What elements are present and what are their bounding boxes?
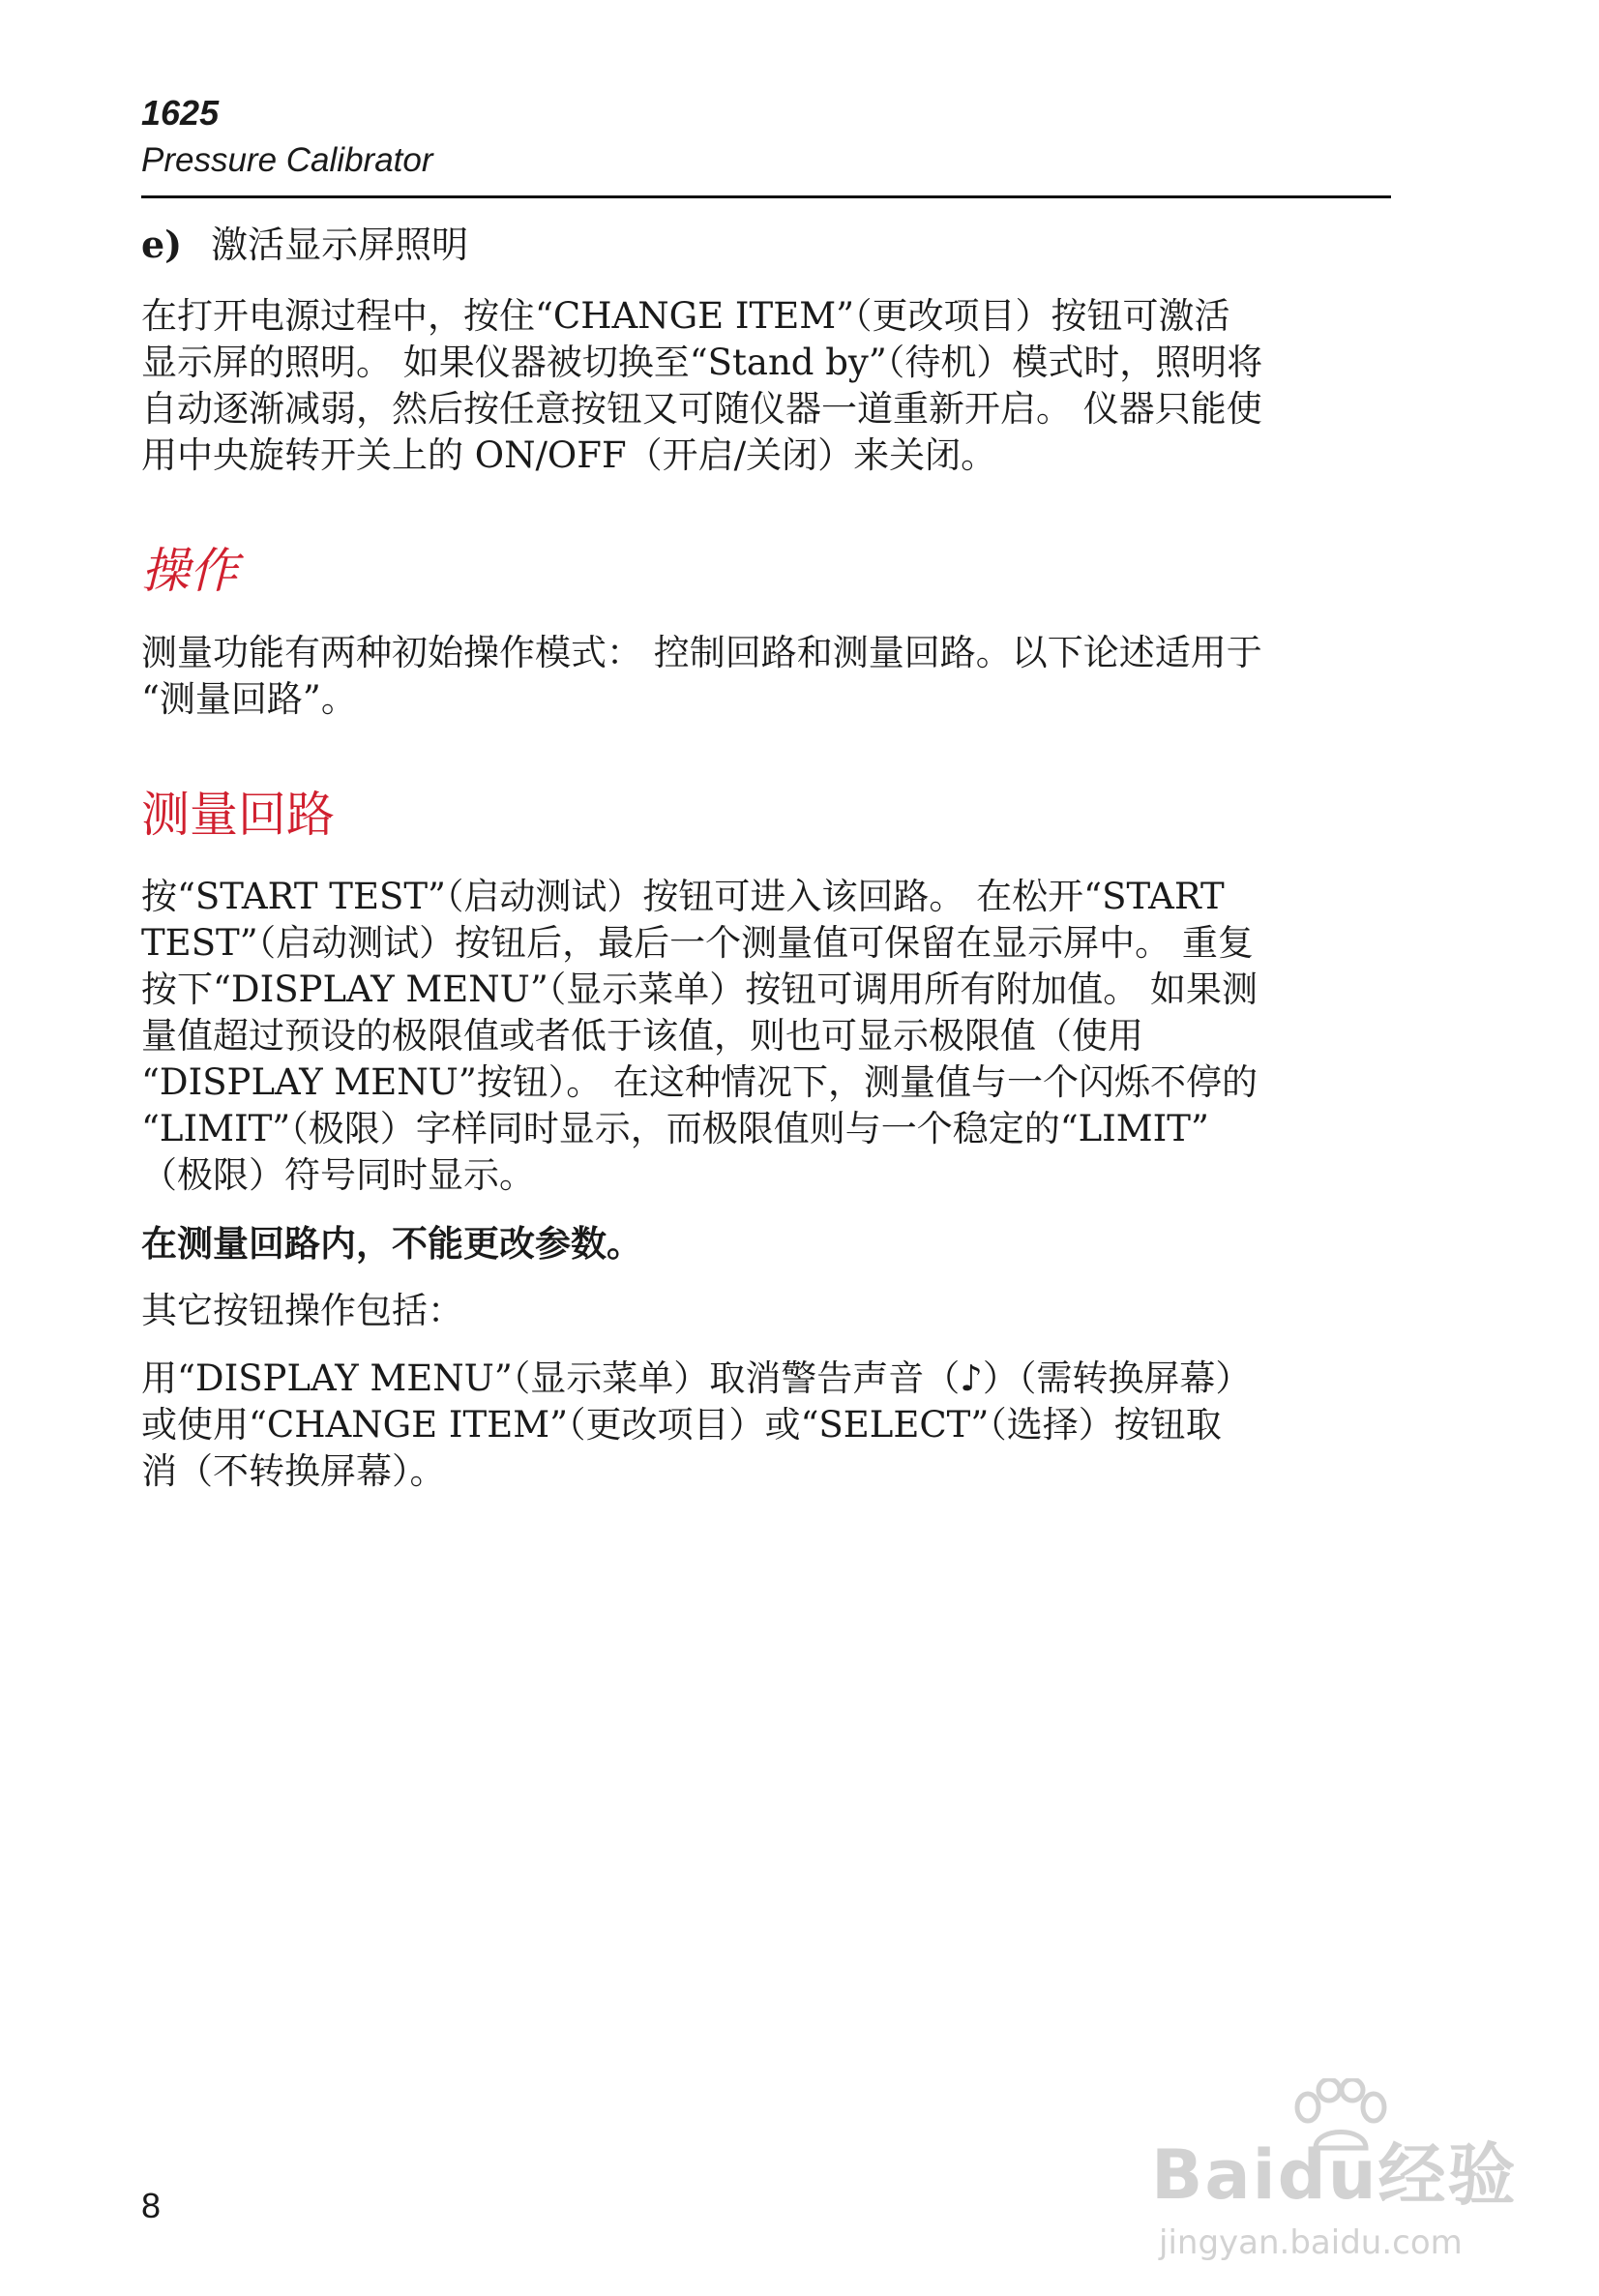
measurement-loop-paragraph: 按“START TEST”（启动测试）按钮可进入该回路。 在松开“START TEST”（启动测试）按钮后，最后一个测量值可保留在显示屏中。 重复 按下“DISPLAY MENU”（显示菜单）按钮可调用所有附加值。 如果测 量值超过预设的极限值或者低于该值，则也可显示极限值（使用 “DISPLAY MENU”按钮）。 在这种情况下，测量值与一个闪烁不停的 “LIMIT”（极限）字样同时显示，而极限值则与一个稳定的“LIMIT” （极限）符号同时显示。 <box>141 876 1258 1196</box>
page-header <box>141 89 1391 184</box>
measurement-loop-note: 在测量回路内，不能更改参数。 <box>141 1222 642 1265</box>
operation-paragraph: 测量功能有两种初始操作模式： 控制回路和测量回路。以下论述适用于 “测量回路”。 <box>141 632 1262 720</box>
page-body <box>141 218 1399 1516</box>
header-divider <box>141 195 1391 198</box>
backlight-heading <box>141 218 1399 272</box>
backlight-paragraph: 在打开电源过程中，按住“CHANGE ITEM”（更改项目）按钮可激活 显示屏的照明。 如果仪器被切换至“Stand by”（待机）模式时，照明将 自动逐渐减弱，然后按任意按钮又可随仪器一道重新开启。 仪器只能使 用中央旋转开关上的 ON/OFF（开启/关闭）来关闭。 <box>141 295 1263 476</box>
other-buttons-paragraph: 用“DISPLAY MENU”（显示菜单）取消警告声音（♪）（需转换屏幕） 或使用“CHANGE ITEM”（更改项目）或“SELECT”（选择）按钮取 消（不转换屏幕）。 <box>141 1357 1252 1492</box>
page-number: 8 <box>141 2186 162 2225</box>
backlight-title: 激活显示屏照明 <box>211 224 469 266</box>
product-name: Pressure Calibrator <box>141 141 433 179</box>
other-buttons-intro: 其它按钮操作包括： <box>141 1290 463 1331</box>
model-number: 1625 <box>141 93 220 133</box>
watermark-brand: Baidu经验 <box>1151 2135 1518 2215</box>
measurement-loop-heading: 测量回路 <box>141 787 335 843</box>
list-marker: e) <box>141 223 183 266</box>
watermark-url: jingyan.baidu.com <box>1159 2223 1463 2262</box>
baidu-watermark <box>1141 2078 1548 2272</box>
operation-heading: 操作 <box>141 543 238 599</box>
